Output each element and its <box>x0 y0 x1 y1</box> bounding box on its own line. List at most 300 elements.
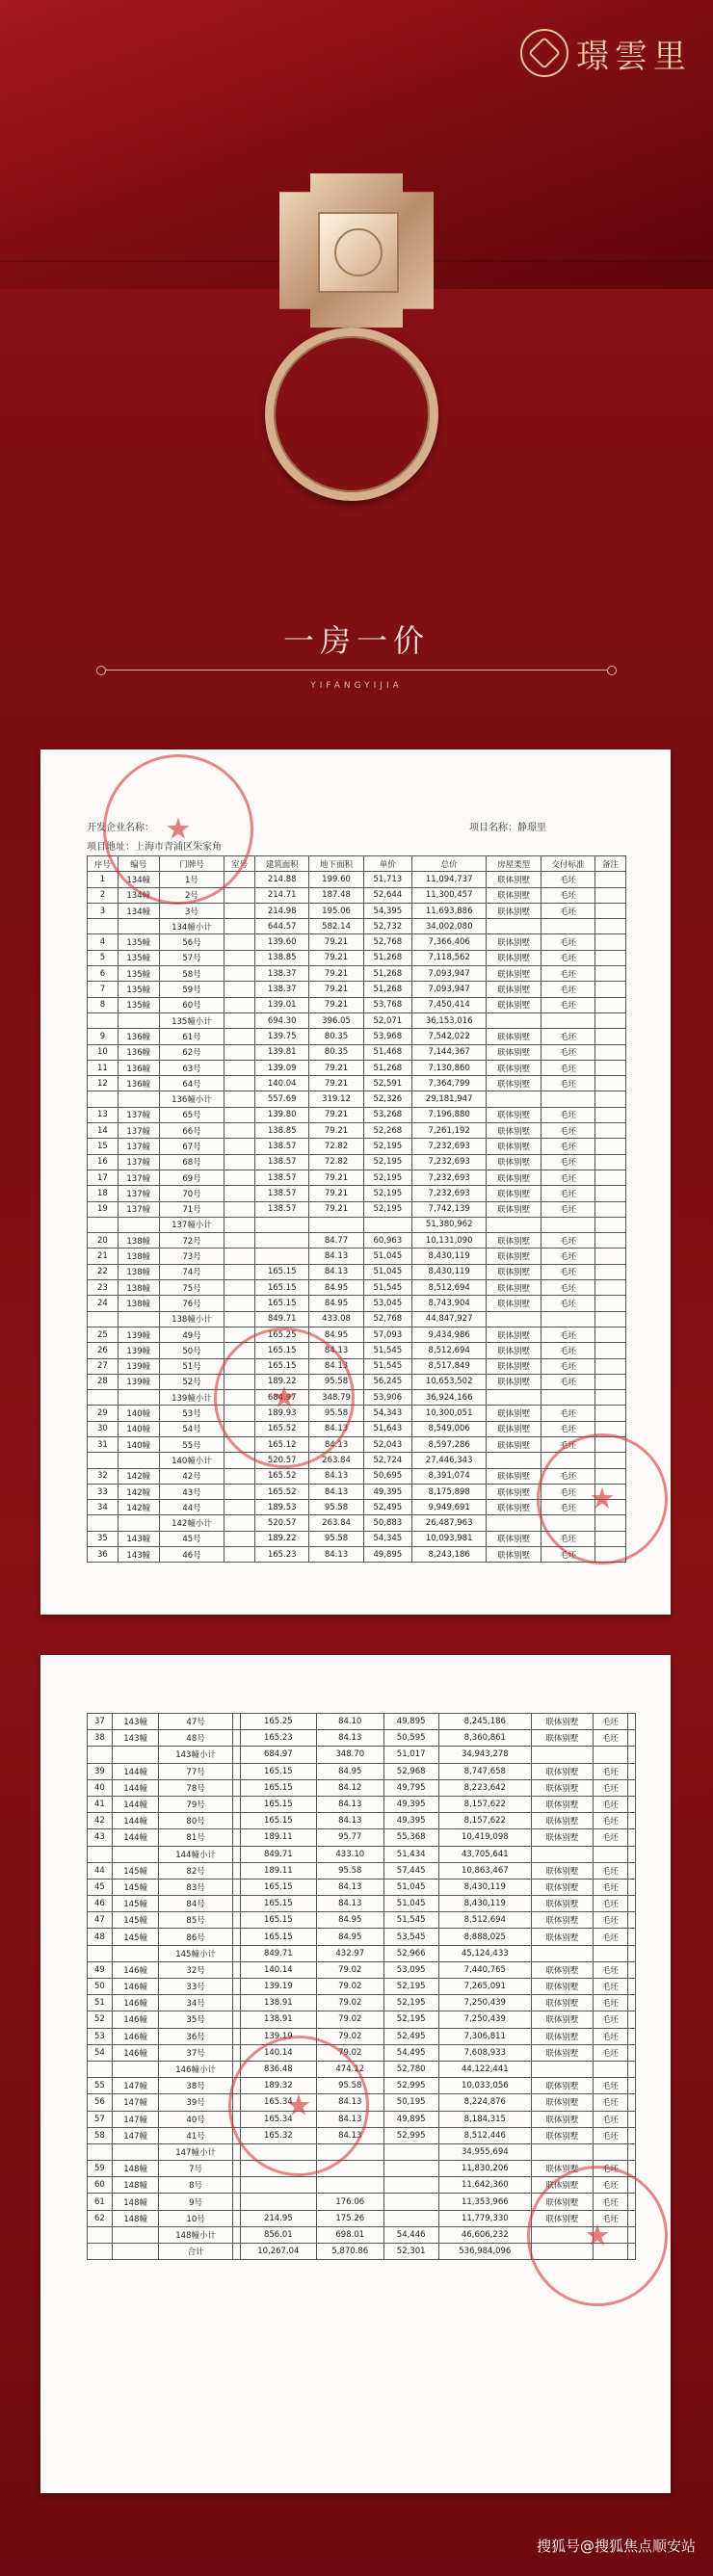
table-cell: 144幢 <box>112 1813 159 1829</box>
table-cell: 849.71 <box>240 1846 316 1862</box>
table-cell <box>627 1779 635 1796</box>
table-cell: 63号 <box>159 1060 224 1075</box>
table-cell <box>232 2143 240 2160</box>
table-cell: 165.25 <box>240 1714 316 1730</box>
table-cell: 8,512,446 <box>438 2127 532 2143</box>
table-cell: 136幢 <box>118 1044 159 1060</box>
table-cell <box>88 1311 119 1327</box>
table-cell: 140幢 <box>118 1421 159 1436</box>
table-cell <box>363 1217 411 1232</box>
table-cell: 11,300,457 <box>411 887 487 903</box>
table-cell: 联体别墅 <box>532 1896 594 1912</box>
table-cell <box>112 1945 159 1961</box>
table-cell: 165.15 <box>240 1912 316 1929</box>
table-cell: 62 <box>88 2210 113 2226</box>
table-cell: 8,430,119 <box>438 1896 532 1912</box>
table-row <box>88 1730 636 1747</box>
table-cell: 214.95 <box>240 2210 316 2226</box>
table-cell: 52 <box>88 2011 113 2028</box>
table-cell: 7,366,406 <box>411 934 487 950</box>
table-cell: 8,888,025 <box>438 1929 532 1945</box>
table-cell: 84.13 <box>309 1547 363 1563</box>
table-cell: 联体别墅 <box>532 2028 594 2044</box>
table-cell <box>88 1747 113 1763</box>
column-header: 总价 <box>411 856 487 872</box>
table-cell: 51,268 <box>363 1060 411 1075</box>
table-cell: 联体别墅 <box>487 1139 541 1154</box>
table-cell: 联体别墅 <box>487 1547 541 1563</box>
table-cell: 138.57 <box>255 1139 309 1154</box>
table-cell: 84.13 <box>309 1484 363 1499</box>
table-cell: 毛坯 <box>541 1421 594 1436</box>
table-cell: 34号 <box>159 1995 232 2011</box>
table-cell: 145幢小计 <box>159 1945 232 1961</box>
table-cell <box>627 1763 635 1779</box>
table-cell: 联体别墅 <box>487 1249 541 1264</box>
table-cell: 毛坯 <box>541 1170 594 1185</box>
table-cell: 26 <box>88 1343 119 1358</box>
table-cell: 11,353,966 <box>438 2194 532 2210</box>
table-cell <box>595 1296 626 1311</box>
table-cell <box>595 1233 626 1249</box>
table-cell: 147幢 <box>112 2127 159 2143</box>
table-cell: 10号 <box>159 2210 232 2226</box>
table-cell: 165.15 <box>255 1280 309 1296</box>
table-cell: 7,093,947 <box>411 966 487 982</box>
table-cell: 146幢 <box>112 2044 159 2061</box>
table-cell: 联体别墅 <box>487 934 541 950</box>
table-cell: 65号 <box>159 1107 224 1122</box>
table-row <box>88 1714 636 1730</box>
table-cell: 53,768 <box>363 997 411 1012</box>
table-cell <box>112 1747 159 1763</box>
table-cell: 8,747,658 <box>438 1763 532 1779</box>
table-cell: 144幢 <box>112 1779 159 1796</box>
table-row <box>88 1796 636 1812</box>
project-label: 项目名称： <box>469 823 517 833</box>
column-header: 地下面积 <box>309 856 363 872</box>
table-cell <box>240 2194 316 2210</box>
table-cell: 31 <box>88 1436 119 1452</box>
table-cell: 84.13 <box>309 1343 363 1358</box>
table-cell <box>224 934 255 950</box>
table-cell: 139.01 <box>255 997 309 1012</box>
table-cell: 22 <box>88 1264 119 1279</box>
table-cell: 145幢 <box>112 1896 159 1912</box>
table-cell: 67号 <box>159 1139 224 1154</box>
table-cell <box>232 1945 240 1961</box>
table-cell: 毛坯 <box>541 966 594 982</box>
table-cell: 84.13 <box>309 1264 363 1279</box>
table-cell: 140.14 <box>240 2044 316 2061</box>
table-cell: 84.13 <box>309 1421 363 1436</box>
table-cell <box>532 2143 594 2160</box>
table-cell: 79.21 <box>309 982 363 997</box>
company-seal-stamp <box>214 1327 355 1468</box>
table-cell: 联体别墅 <box>487 1076 541 1091</box>
table-cell <box>627 1879 635 1895</box>
table-row <box>88 1747 636 1763</box>
table-cell <box>224 1139 255 1154</box>
table-cell <box>595 1311 626 1327</box>
table-cell: 毛坯 <box>541 1547 594 1563</box>
table-cell <box>595 1029 626 1044</box>
table-cell: 214.71 <box>255 887 309 903</box>
table-cell: 44 <box>88 1862 113 1879</box>
table-cell: 48 <box>88 1929 113 1945</box>
table-cell <box>595 934 626 950</box>
table-cell <box>595 1249 626 1264</box>
table-cell: 毛坯 <box>541 1406 594 1421</box>
table-cell <box>595 997 626 1012</box>
table-cell: 7,542,022 <box>411 1029 487 1044</box>
table-row <box>88 1862 636 1879</box>
table-cell: 7,232,693 <box>411 1154 487 1170</box>
table-cell: 165.52 <box>255 1421 309 1436</box>
table-cell <box>487 1390 541 1406</box>
table-cell: 毛坯 <box>541 1531 594 1546</box>
table-cell <box>224 1076 255 1091</box>
table-cell: 520.57 <box>255 1515 309 1531</box>
table-cell: 52,195 <box>363 1154 411 1170</box>
table-cell: 毛坯 <box>541 872 594 887</box>
table-cell <box>595 1139 626 1154</box>
table-cell <box>112 2244 159 2260</box>
table-cell: 79.21 <box>309 934 363 950</box>
table-cell: 136幢 <box>118 1060 159 1075</box>
table-cell: 144幢小计 <box>159 1846 232 1862</box>
table-cell <box>595 950 626 965</box>
table-cell: 84.95 <box>309 1327 363 1342</box>
table-cell: 毛坯 <box>593 1961 627 1978</box>
table-cell: 134幢 <box>118 903 159 918</box>
table-cell: 137幢 <box>118 1201 159 1217</box>
table-cell: 51,268 <box>363 966 411 982</box>
table-cell: 139幢小计 <box>159 1390 224 1406</box>
table-cell: 联体别墅 <box>487 1327 541 1342</box>
table-cell: 52,195 <box>363 1201 411 1217</box>
table-cell: 53,545 <box>383 1929 438 1945</box>
table-cell: 毛坯 <box>541 1484 594 1499</box>
table-cell: 5 <box>88 950 119 965</box>
table-cell: 84.95 <box>309 1280 363 1296</box>
table-cell: 849.71 <box>240 1945 316 1961</box>
table-cell: 30 <box>88 1421 119 1436</box>
table-cell: 51,045 <box>383 1896 438 1912</box>
table-cell <box>487 1311 541 1327</box>
table-cell: 84.13 <box>316 1896 383 1912</box>
table-cell: 84.13 <box>316 1879 383 1895</box>
table-cell: 52,995 <box>383 2127 438 2143</box>
table-cell: 毛坯 <box>541 1186 594 1201</box>
table-cell: 138幢 <box>118 1233 159 1249</box>
table-row <box>88 1390 626 1406</box>
table-cell: 8,157,622 <box>438 1796 532 1812</box>
table-cell: 135幢小计 <box>159 1012 224 1028</box>
table-cell: 84.95 <box>316 1929 383 1945</box>
table-cell <box>595 982 626 997</box>
table-row <box>88 1217 626 1232</box>
table-cell: 66号 <box>159 1123 224 1139</box>
table-row <box>88 1186 626 1201</box>
table-row <box>88 2143 636 2160</box>
table-cell <box>118 919 159 934</box>
table-cell: 57,445 <box>383 1862 438 1879</box>
table-cell: 毛坯 <box>593 1929 627 1945</box>
table-cell: 698.01 <box>316 2226 383 2243</box>
table-cell: 36号 <box>159 2028 232 2044</box>
table-cell: 60,963 <box>363 1233 411 1249</box>
table-cell: 138幢 <box>118 1280 159 1296</box>
table-cell: 联体别墅 <box>487 950 541 965</box>
table-row <box>88 966 626 982</box>
table-cell <box>532 2061 594 2077</box>
table-cell: 684.97 <box>240 1747 316 1763</box>
table-cell <box>224 1547 255 1563</box>
table-cell: 319.12 <box>309 1091 363 1107</box>
table-cell: 143幢 <box>118 1531 159 1546</box>
table-cell: 139.60 <box>255 934 309 950</box>
table-cell: 45,124,433 <box>438 1945 532 1961</box>
table-row <box>88 997 626 1012</box>
table-cell: 49,895 <box>383 2111 438 2127</box>
table-cell: 33 <box>88 1484 119 1499</box>
table-cell: 684.97 <box>255 1390 309 1406</box>
table-cell: 140.14 <box>240 1961 316 1978</box>
source-watermark: 搜狐号@搜狐焦点顺安站 <box>536 2537 696 2555</box>
table-cell: 95.58 <box>309 1374 363 1389</box>
project-name: 静璟里 <box>517 823 546 833</box>
table-cell: 联体别墅 <box>532 2161 594 2177</box>
table-cell: 52,724 <box>363 1453 411 1468</box>
table-cell: 毛坯 <box>541 1468 594 1484</box>
table-cell: 7,130,860 <box>411 1060 487 1075</box>
table-cell: 84.13 <box>316 1730 383 1747</box>
table-cell: 143幢 <box>112 1730 159 1747</box>
table-cell <box>224 1170 255 1185</box>
table-cell <box>112 2226 159 2243</box>
table-cell: 10,653,502 <box>411 1374 487 1389</box>
table-cell: 41号 <box>159 2127 232 2143</box>
table-cell: 联体别墅 <box>487 1107 541 1122</box>
table-cell <box>224 1311 255 1327</box>
table-cell <box>627 1846 635 1862</box>
table-cell: 联体别墅 <box>532 1763 594 1779</box>
table-cell: 165.52 <box>255 1468 309 1484</box>
table-cell: 79.21 <box>309 1170 363 1185</box>
table-cell: 53 <box>88 2028 113 2044</box>
table-cell: 毛坯 <box>593 2194 627 2210</box>
table-cell: 165.34 <box>240 2094 316 2111</box>
table-cell: 52,768 <box>363 1311 411 1327</box>
table-cell: 52,071 <box>363 1012 411 1028</box>
table-cell: 32号 <box>159 1961 232 1978</box>
table-cell <box>88 1515 119 1531</box>
table-cell: 189.11 <box>240 1829 316 1846</box>
table-cell <box>595 1343 626 1358</box>
table-cell: 联体别墅 <box>532 1730 594 1747</box>
table-cell: 联体别墅 <box>487 1186 541 1201</box>
table-cell: 78号 <box>159 1779 232 1796</box>
table-cell <box>595 1327 626 1342</box>
table-cell: 45号 <box>159 1531 224 1546</box>
table-cell: 80.35 <box>309 1029 363 1044</box>
table-cell <box>595 1060 626 1075</box>
table-cell: 毛坯 <box>593 1995 627 2011</box>
table-cell: 148幢 <box>112 2194 159 2210</box>
table-cell <box>240 2177 316 2194</box>
table-cell: 36,924,166 <box>411 1390 487 1406</box>
column-header: 交付标准 <box>541 856 594 872</box>
table-cell: 9 <box>88 1029 119 1044</box>
table-cell <box>383 2194 438 2210</box>
table-cell: 52,644 <box>363 887 411 903</box>
brand-name: 璟雲里 <box>576 37 692 76</box>
table-cell: 联体别墅 <box>487 1060 541 1075</box>
table-cell: 10,093,981 <box>411 1531 487 1546</box>
table-cell: 毛坯 <box>593 2210 627 2226</box>
table-cell: 联体别墅 <box>487 1280 541 1296</box>
table-cell: 7,118,562 <box>411 950 487 965</box>
table-row <box>88 1374 626 1389</box>
table-cell: 11 <box>88 1060 119 1075</box>
table-cell: 138.37 <box>255 982 309 997</box>
table-cell: 联体别墅 <box>487 872 541 887</box>
table-row <box>88 1358 626 1374</box>
table-cell: 95.58 <box>316 2078 383 2094</box>
table-cell <box>532 1945 594 1961</box>
table-cell: 联体别墅 <box>487 887 541 903</box>
table-cell: 26,487,963 <box>411 1515 487 1531</box>
table-cell: 72号 <box>159 1233 224 1249</box>
table-cell: 联体别墅 <box>487 1170 541 1185</box>
table-cell <box>627 1929 635 1945</box>
table-cell: 毛坯 <box>541 1044 594 1060</box>
table-cell: 7,232,693 <box>411 1139 487 1154</box>
table-cell: 51,268 <box>363 982 411 997</box>
table-cell: 52,780 <box>383 2061 438 2077</box>
table-cell <box>541 1311 594 1327</box>
table-cell: 189.93 <box>255 1406 309 1421</box>
table-cell: 135幢 <box>118 966 159 982</box>
table-cell: 7,250,439 <box>438 2011 532 2028</box>
table-cell: 51,545 <box>363 1358 411 1374</box>
table-cell: 11,693,886 <box>411 903 487 918</box>
table-cell: 毛坯 <box>541 1029 594 1044</box>
table-row <box>88 1029 626 1044</box>
table-cell: 95.58 <box>309 1500 363 1515</box>
table-cell <box>595 1123 626 1139</box>
table-cell <box>224 1029 255 1044</box>
table-row <box>88 1547 626 1563</box>
table-cell <box>595 1107 626 1122</box>
table-cell <box>541 919 594 934</box>
table-cell: 134幢 <box>118 872 159 887</box>
table-cell: 毛坯 <box>593 2078 627 2094</box>
table-cell: 139.81 <box>255 1044 309 1060</box>
table-cell <box>118 1390 159 1406</box>
table-cell: 52,043 <box>363 1436 411 1452</box>
table-cell: 联体别墅 <box>532 1979 594 1995</box>
table-cell <box>383 2177 438 2194</box>
table-cell: 联体别墅 <box>487 1406 541 1421</box>
table-cell: 15 <box>88 1139 119 1154</box>
table-cell <box>232 1796 240 1812</box>
table-cell: 145幢 <box>112 1879 159 1895</box>
table-cell: 139幢 <box>118 1374 159 1389</box>
table-row <box>88 950 626 965</box>
table-cell: 51,545 <box>363 1343 411 1358</box>
table-cell <box>118 1453 159 1468</box>
table-cell: 165.15 <box>240 1813 316 1829</box>
table-cell: 7 <box>88 982 119 997</box>
table-row <box>88 1995 636 2011</box>
table-cell: 557.69 <box>255 1091 309 1107</box>
table-cell: 10,267.04 <box>240 2244 316 2260</box>
table-cell: 联体别墅 <box>487 1358 541 1374</box>
table-row <box>88 2028 636 2044</box>
table-cell: 52,195 <box>383 2011 438 2028</box>
table-cell: 189.53 <box>255 1500 309 1515</box>
table-cell: 39 <box>88 1763 113 1779</box>
table-cell: 联体别墅 <box>487 1421 541 1436</box>
table-cell: 64号 <box>159 1076 224 1091</box>
table-cell: 联体别墅 <box>487 1044 541 1060</box>
table-cell: 联体别墅 <box>532 2078 594 2094</box>
table-cell: 43,705,641 <box>438 1846 532 1862</box>
table-cell <box>595 1201 626 1217</box>
table-row <box>88 1280 626 1296</box>
table-cell <box>627 1714 635 1730</box>
table-cell: 毛坯 <box>541 1280 594 1296</box>
table-cell: 146幢小计 <box>159 2061 232 2077</box>
table-cell: 84.13 <box>309 1358 363 1374</box>
table-cell <box>224 982 255 997</box>
table-cell: 95.58 <box>309 1406 363 1421</box>
table-cell: 毛坯 <box>541 1154 594 1170</box>
table-cell: 11,830,206 <box>438 2161 532 2177</box>
table-cell <box>595 1280 626 1296</box>
table-row <box>88 2044 636 2061</box>
table-cell: 38 <box>88 1730 113 1747</box>
table-cell: 348.79 <box>309 1390 363 1406</box>
table-cell: 42 <box>88 1813 113 1829</box>
table-cell: 79.21 <box>309 1123 363 1139</box>
table-cell: 95.58 <box>316 1862 383 1879</box>
table-cell <box>224 887 255 903</box>
table-cell: 46,606,232 <box>438 2226 532 2243</box>
company-seal-stamp <box>103 754 253 905</box>
table-cell: 189.22 <box>255 1531 309 1546</box>
table-cell: 8,512,694 <box>438 1912 532 1929</box>
table-cell <box>232 1929 240 1945</box>
table-cell: 135幢 <box>118 934 159 950</box>
table-cell <box>627 2044 635 2061</box>
table-cell: 396.05 <box>309 1012 363 1028</box>
table-cell <box>627 1912 635 1929</box>
table-cell: 7,608,933 <box>438 2044 532 2061</box>
table-cell <box>232 1829 240 1846</box>
company-seal-stamp <box>527 2166 668 2306</box>
table-cell: 毛坯 <box>593 1896 627 1912</box>
table-cell: 毛坯 <box>541 1249 594 1264</box>
table-cell: 联体别墅 <box>487 1123 541 1139</box>
column-header: 编号 <box>118 856 159 872</box>
table-cell: 29 <box>88 1406 119 1421</box>
table-cell: 148幢小计 <box>159 2226 232 2243</box>
table-cell: 毛坯 <box>541 903 594 918</box>
table-cell: 84.13 <box>309 1249 363 1264</box>
